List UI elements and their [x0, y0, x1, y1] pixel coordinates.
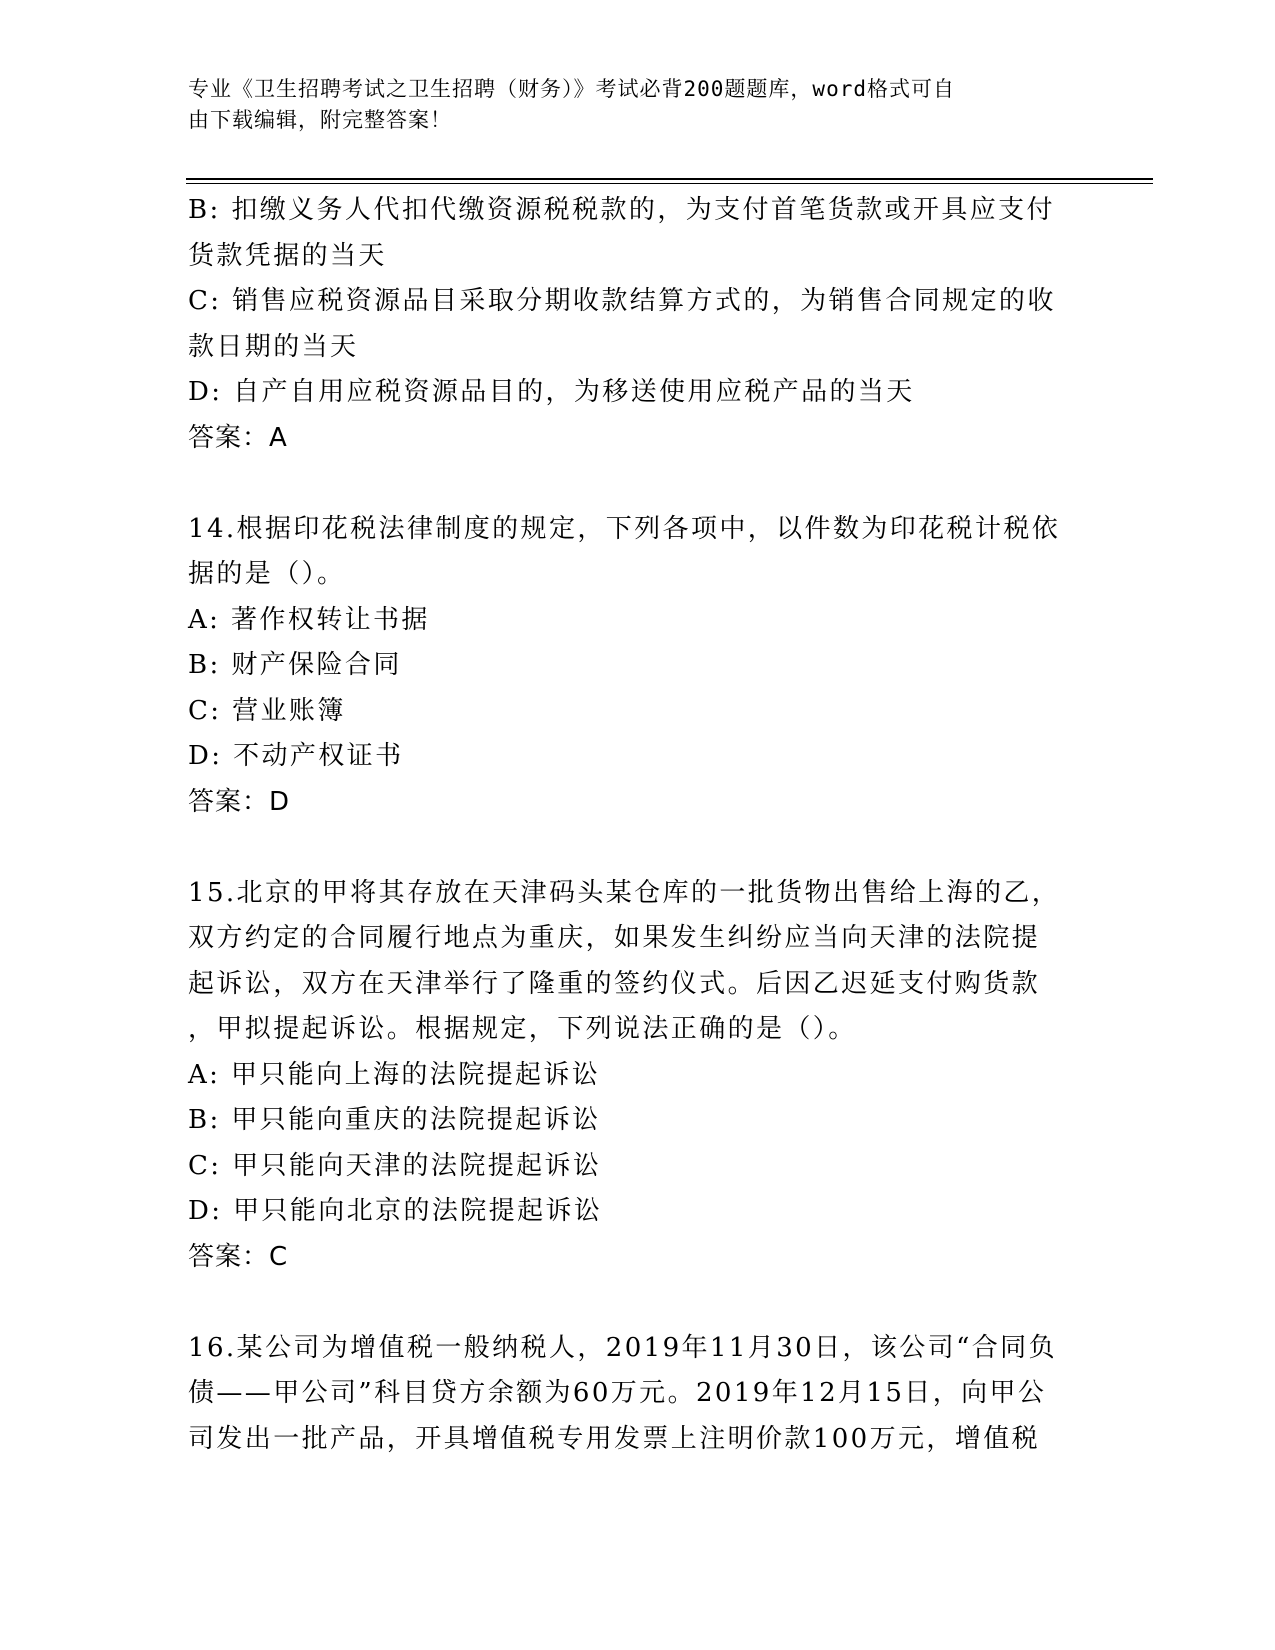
option-d: D: 自产自用应税资源品目的，为移送使用应税产品的当天 [188, 377, 915, 407]
header-divider-thick [186, 178, 1153, 180]
answer: 答案：C [188, 1241, 289, 1272]
spacer [188, 461, 1088, 507]
question-stem-continued: ，甲拟提起诉讼。根据规定，下列说法正确的是（）。 [188, 1014, 857, 1044]
option-d: D: 不动产权证书 [188, 741, 404, 771]
question-stem-continued: 债——甲公司”科目贷方余额为60万元。2019年12月15日，向甲公 [188, 1378, 1047, 1408]
question-stem: 15.北京的甲将其存放在天津码头某仓库的一批货物出售给上海的乙， [188, 877, 1061, 908]
option-b: B: 财产保险合同 [188, 650, 402, 680]
answer: 答案：D [188, 786, 291, 817]
question-14 [188, 507, 1088, 826]
option-b: B: 甲只能向重庆的法院提起诉讼 [188, 1105, 601, 1135]
option-b: B: 扣缴义务人代扣代缴资源税税款的，为支付首笔货款或开具应支付 [188, 195, 1055, 225]
header-title-line-1: 专业《卫生招聘考试之卫生招聘（财务）》考试必背200题题库，word格式可自 [188, 77, 955, 101]
option-c: C: 甲只能向天津的法院提起诉讼 [188, 1150, 602, 1181]
question-13-fragment [188, 188, 1088, 461]
question-stem: 14.根据印花税法律制度的规定，下列各项中，以件数为印花税计税依 [188, 513, 1061, 544]
header-divider-thin [186, 183, 1153, 184]
document-header [188, 74, 1068, 136]
document-body [188, 188, 1088, 1462]
option-c-continued: 款日期的当天 [188, 331, 359, 362]
option-c: C: 销售应税资源品目采取分期收款结算方式的，为销售合同规定的收 [188, 286, 1056, 316]
option-b-continued: 货款凭据的当天 [188, 240, 387, 271]
option-d: D: 甲只能向北京的法院提起诉讼 [188, 1196, 603, 1226]
option-a: A: 著作权转让书据 [188, 604, 430, 635]
answer: 答案：A [188, 422, 288, 453]
spacer [188, 825, 1088, 871]
spacer [188, 1280, 1088, 1326]
option-a: A: 甲只能向上海的法院提起诉讼 [188, 1059, 601, 1090]
question-stem-continued: 据的是（）。 [188, 559, 346, 589]
question-stem: 16.某公司为增值税一般纳税人，2019年11月30日，该公司“合同负 [188, 1332, 1057, 1363]
question-stem-continued: 起诉讼，双方在天津举行了隆重的签约仪式。后因乙迟延支付购货款 [188, 968, 1041, 999]
question-15 [188, 871, 1088, 1281]
question-16 [188, 1326, 1088, 1463]
question-stem-continued: 司发出一批产品，开具增值税专用发票上注明价款100万元，增值税 [188, 1423, 1041, 1454]
question-stem-continued: 双方约定的合同履行地点为重庆，如果发生纠纷应当向天津的法院提 [188, 923, 1041, 953]
option-c: C: 营业账簿 [188, 695, 346, 726]
header-title-line-2: 由下载编辑，附完整答案！ [188, 108, 452, 132]
